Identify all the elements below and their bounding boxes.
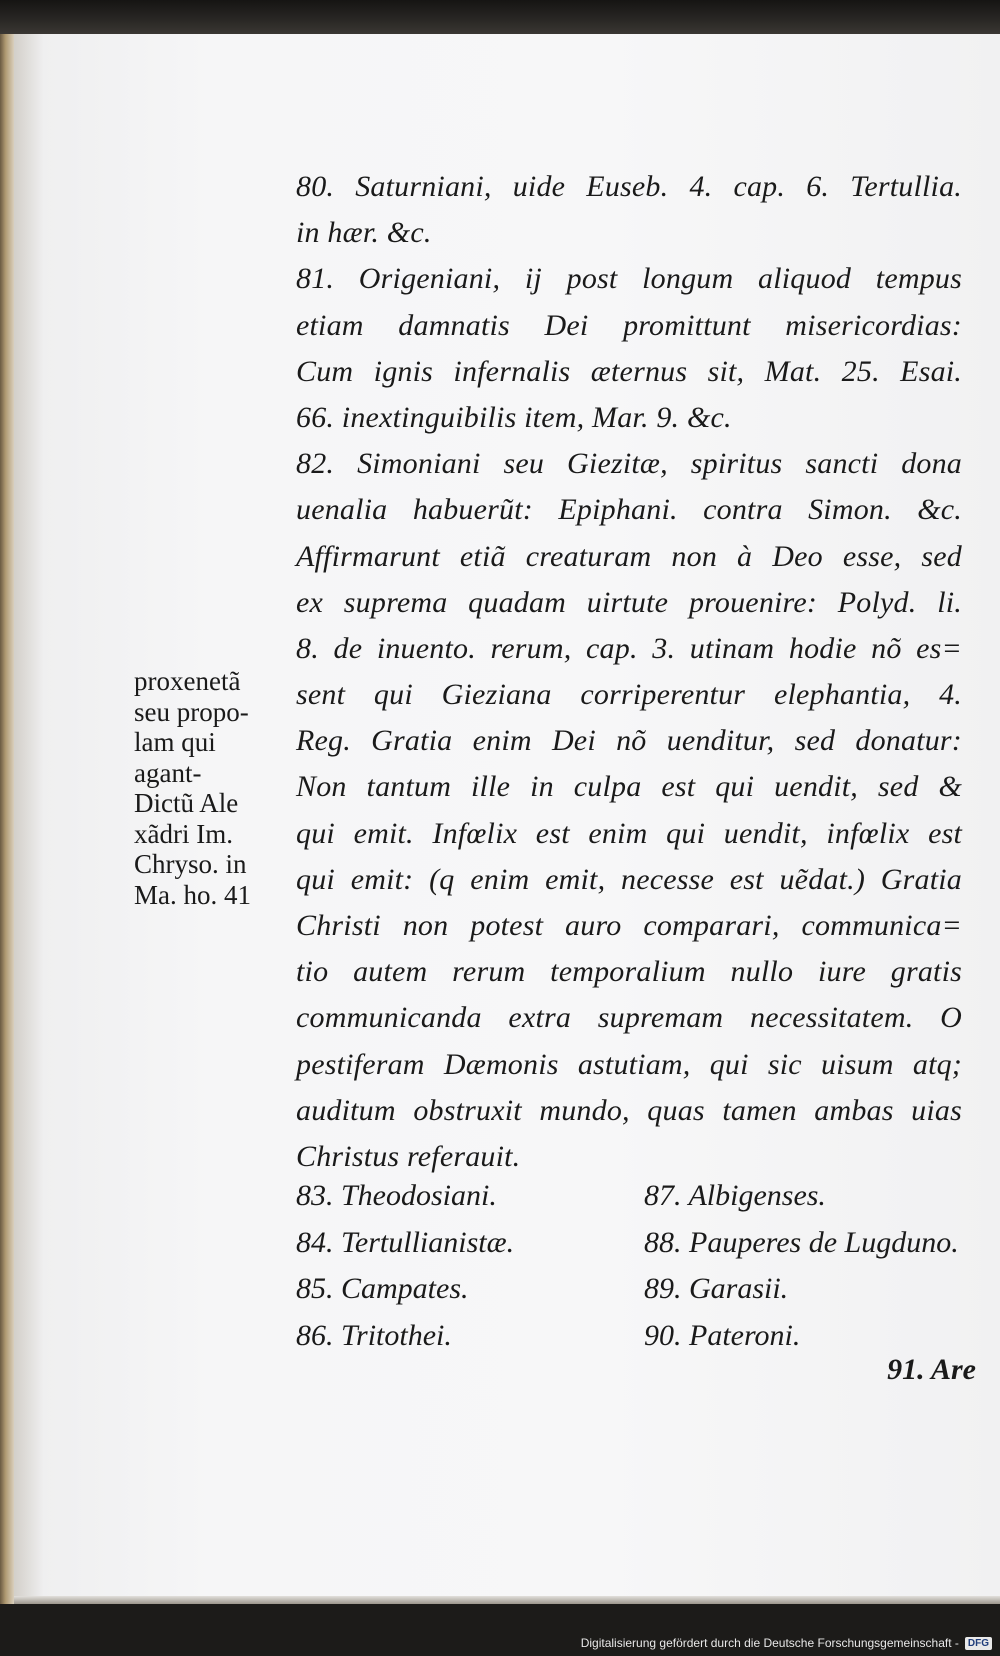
digitization-credit xyxy=(581,1636,992,1650)
text-line: Reg. Gratia enim Dei nõ uenditur, sed donatur: xyxy=(296,724,962,758)
text-line: ex suprema quadam uirtute prouenire: Polyd. li. xyxy=(296,585,962,619)
list-item: 84. Tertullianistæ. xyxy=(296,1225,515,1259)
text-line: Cum ignis infernalis æternus sit, Mat. 25. Esai. xyxy=(296,354,962,388)
main-text-block xyxy=(296,164,962,1180)
text-line: 66. inextinguibilis item, Mar. 9. &c. xyxy=(296,400,732,434)
heresy-list xyxy=(296,1173,962,1359)
text-line: etiam damnatis Dei promittunt misericordias: xyxy=(296,308,962,342)
margin-note-line: seu propo- xyxy=(134,696,249,727)
list-row xyxy=(296,1220,962,1267)
dfg-logo: DFG xyxy=(965,1637,992,1650)
scan-top-shadow xyxy=(0,0,1000,34)
book-edge xyxy=(0,34,14,1604)
list-row xyxy=(296,1313,962,1360)
text-line: Affirmarunt etiã creaturam non à Deo esse, sed xyxy=(296,539,962,573)
text-line: Christi non potest auro comparari, communica= xyxy=(296,909,962,942)
text-line: 80. Saturniani, uide Euseb. 4. cap. 6. Tertullia. xyxy=(296,170,962,203)
text-line: 81. Origeniani, ij post longum aliquod tempus xyxy=(296,262,962,296)
margin-note xyxy=(134,666,294,910)
text-line: Christus referauit. xyxy=(296,1139,521,1173)
text-line: 82. Simoniani seu Giezitæ, spiritus sancti dona xyxy=(296,447,962,481)
list-item: 89. Garasii. xyxy=(644,1272,789,1305)
list-item: 86. Tritothei. xyxy=(296,1318,452,1352)
text-line: auditum obstruxit mundo, quas tamen ambas uias xyxy=(296,1093,962,1127)
text-line: in hær. &c. xyxy=(296,216,432,250)
text-line: uenalia habuerũt: Epiphani. contra Simon. &c. xyxy=(296,493,962,527)
list-item: 88. Pauperes de Lugduno. xyxy=(644,1225,959,1259)
margin-note-line: Ma. ho. 41 xyxy=(134,879,251,910)
list-item: 85. Campates. xyxy=(296,1272,469,1305)
list-row xyxy=(296,1173,962,1220)
catchword: 91. Are xyxy=(887,1353,976,1386)
text-line: tio autem rerum temporalium nullo iure gratis xyxy=(296,955,962,989)
margin-note-line: agant- xyxy=(134,757,202,788)
text-line: sent qui Gieziana corriperentur elephantia, 4. xyxy=(296,678,962,712)
margin-note-line: lam qui xyxy=(134,727,216,757)
text-line: pestiferam Dæmonis astutiam, qui sic uisum atq; xyxy=(296,1047,962,1081)
list-item: 90. Pateroni. xyxy=(644,1318,801,1352)
margin-note-line: proxenetã xyxy=(134,666,241,696)
list-item: 87. Albigenses. xyxy=(644,1179,826,1212)
page-fold-shadow xyxy=(14,34,44,1604)
text-line: qui emit. Infœlix est enim qui uendit, infœlix est xyxy=(296,816,962,850)
margin-note-line: Chryso. in xyxy=(134,849,247,879)
list-item: 83. Theodosiani. xyxy=(296,1179,497,1212)
text-line: Non tantum ille in culpa est qui uendit, sed & xyxy=(296,770,962,804)
text-line: qui emit: (q enim emit, necesse est uẽdat.) Gratia xyxy=(296,862,962,896)
text-line: 8. de inuento. rerum, cap. 3. utinam hodie nõ es= xyxy=(296,631,962,665)
margin-note-line: Dictũ Ale xyxy=(134,788,239,818)
text-line: communicanda extra supremam necessitatem. O xyxy=(296,1001,962,1035)
credit-text: Digitalisierung gefördert durch die Deutsche Forschungsgemeinschaft - xyxy=(580,1636,959,1650)
margin-note-line: xãdri Im. xyxy=(134,818,233,849)
list-row xyxy=(296,1266,962,1313)
